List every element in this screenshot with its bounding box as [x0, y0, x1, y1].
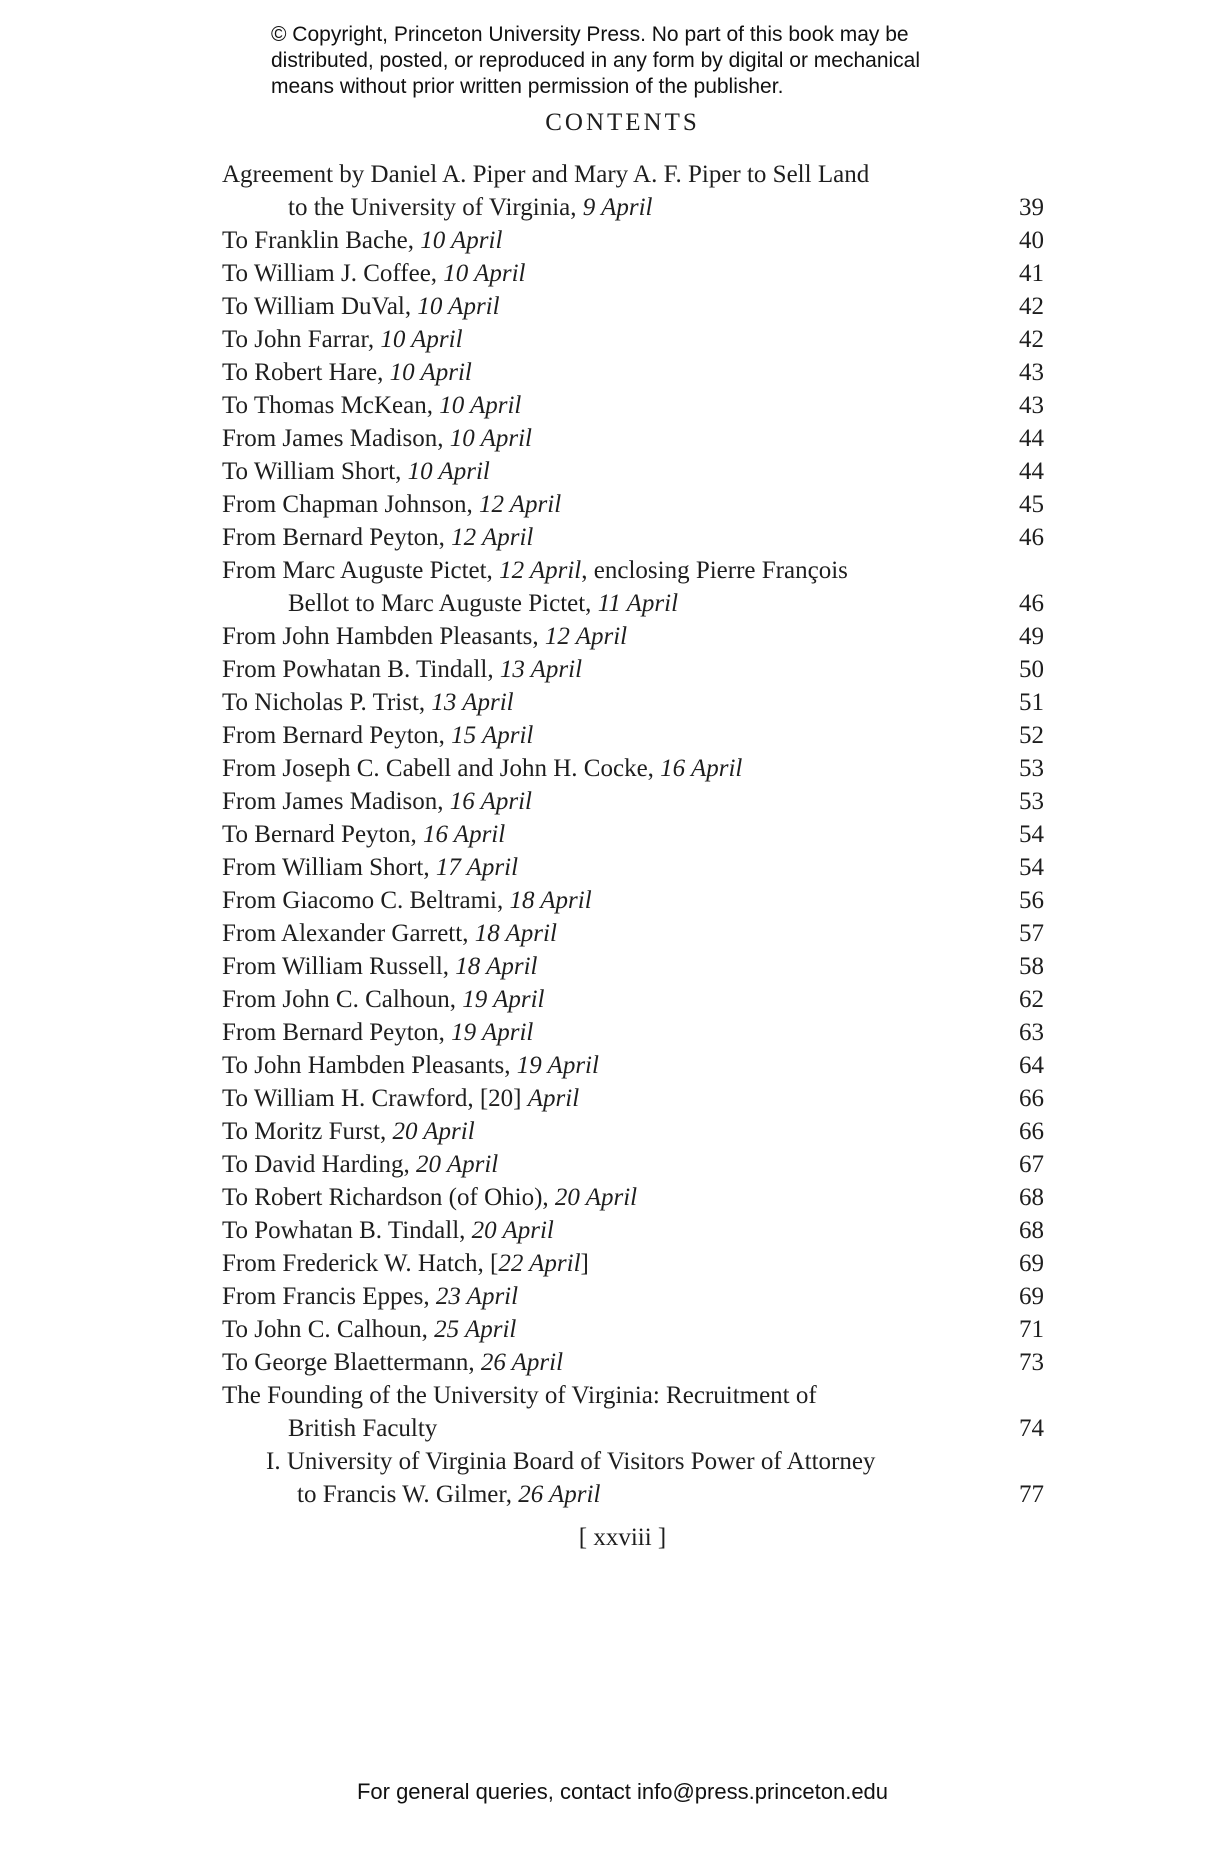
toc-entry — [222, 1214, 1044, 1247]
toc-entry-text: To Franklin Bache, — [222, 227, 421, 254]
toc-entry-line — [222, 158, 1044, 191]
copyright-notice — [271, 22, 1031, 100]
toc-entry — [222, 719, 1044, 752]
toc-entry-date: 18 April — [509, 887, 592, 914]
toc-entry-text: From Francis Eppes, — [222, 1283, 436, 1310]
toc-entry-date: 20 April — [416, 1151, 499, 1178]
toc-page-number: 46 — [1019, 590, 1044, 617]
footer-contact: For general queries, contact info@press.princeton.edu — [356, 1779, 889, 1804]
toc-entry-date: 20 April — [554, 1184, 638, 1211]
toc-page-number: 68 — [1019, 1184, 1044, 1211]
toc-page-number: 68 — [1019, 1217, 1044, 1244]
toc-entry-date: 16 April — [423, 821, 506, 848]
toc-entry-text: I. University of Virginia Board of Visitors Power of Attorney — [266, 1448, 876, 1475]
toc-entry — [222, 356, 1044, 389]
toc-entry — [222, 1049, 1044, 1082]
toc-entry-date: 19 April — [516, 1052, 599, 1079]
toc-entry — [222, 686, 1044, 719]
toc-entry-date: 15 April — [451, 722, 534, 749]
copyright-line: distributed, posted, or reproduced in any form by digital or mechanical — [271, 49, 921, 72]
toc-entry-text: Agreement by Daniel A. Piper and Mary A. F. Piper to Sell Land — [222, 161, 870, 188]
toc-entry-text: From Giacomo C. Beltrami, — [222, 887, 510, 914]
toc-entry — [222, 950, 1044, 983]
toc-page-number: 41 — [1019, 260, 1044, 287]
toc-page-number: 52 — [1019, 722, 1044, 749]
toc-entry-text: From Bernard Peyton, — [222, 524, 452, 551]
toc-entry-date: 12 April — [451, 524, 534, 551]
toc-entry — [222, 1280, 1044, 1313]
toc-entry — [222, 1346, 1044, 1379]
toc-page-number: 74 — [1019, 1415, 1044, 1442]
toc-entry — [222, 884, 1044, 917]
toc-entry-date: 10 April — [439, 392, 522, 419]
toc-page-number: 46 — [1019, 524, 1044, 551]
toc-entry-text: Bellot to Marc Auguste Pictet, — [288, 590, 598, 617]
toc-page-number: 66 — [1019, 1118, 1044, 1145]
page-folio: [ xxviii ] — [578, 1524, 667, 1551]
toc-entry-date: 13 April — [431, 689, 514, 716]
toc-entry — [222, 1181, 1044, 1214]
toc-entry-date: 12 April — [499, 557, 582, 584]
toc-entry-date: 18 April — [455, 953, 538, 980]
toc-entry-date: 20 April — [471, 1217, 554, 1244]
toc-page-number: 64 — [1019, 1052, 1044, 1079]
toc-page-number: 71 — [1019, 1316, 1044, 1343]
toc-entry-text: From James Madison, — [222, 788, 450, 815]
toc-entry-date: 10 April — [407, 458, 490, 485]
toc-entry-text: From Frederick W. Hatch, [ — [222, 1250, 499, 1277]
toc-entry-text: To William DuVal, — [222, 293, 418, 320]
toc-page-number: 40 — [1019, 227, 1044, 254]
toc-entry — [222, 422, 1044, 455]
toc-entry — [222, 1115, 1044, 1148]
toc-entry-date: 26 April — [480, 1349, 564, 1376]
toc-entry-text: From Powhatan B. Tindall, — [222, 656, 500, 683]
toc-page-number: 69 — [1019, 1283, 1044, 1310]
toc-entry — [222, 1247, 1044, 1280]
toc-entry-text: From William Short, — [222, 854, 436, 881]
toc-entry-date: 18 April — [474, 920, 557, 947]
toc-entry-date: 23 April — [435, 1283, 519, 1310]
toc-entry-date: 19 April — [462, 986, 545, 1013]
copyright-line: means without prior written permission of the publisher. — [271, 75, 784, 98]
toc-page-number: 42 — [1019, 326, 1044, 353]
toc-page-number: 53 — [1019, 755, 1044, 782]
copyright-line: © Copyright, Princeton University Press. No part of this book may be — [271, 23, 909, 46]
toc-entry-date: 12 April — [544, 623, 628, 650]
toc-entry-text: ] — [580, 1250, 589, 1277]
toc-entry-text: From John Hambden Pleasants, — [222, 623, 545, 650]
toc-entry-date: 17 April — [435, 854, 519, 881]
toc-entry-date: 22 April — [498, 1250, 581, 1277]
toc-entry — [222, 1016, 1044, 1049]
toc-entry — [222, 1148, 1044, 1181]
toc-entry-date: 10 April — [417, 293, 500, 320]
toc-entry-text: To Powhatan B. Tindall, — [222, 1217, 472, 1244]
toc-entry — [222, 521, 1044, 554]
toc-entry-date: 10 April — [443, 260, 526, 287]
toc-entry-date: 20 April — [392, 1118, 475, 1145]
toc-entry-text: From Bernard Peyton, — [222, 1019, 452, 1046]
toc-entry-date: 11 April — [597, 590, 679, 617]
toc-entry-text: To David Harding, — [222, 1151, 417, 1178]
toc-entry — [222, 983, 1044, 1016]
toc-page-number: 66 — [1019, 1085, 1044, 1112]
toc-entry — [222, 224, 1044, 257]
toc-page-number: 50 — [1019, 656, 1044, 683]
toc-entry-date: 25 April — [434, 1316, 517, 1343]
toc-entry-line — [222, 587, 1044, 620]
toc-entry — [222, 818, 1044, 851]
toc-page-number: 51 — [1019, 689, 1044, 716]
toc-entry — [222, 653, 1044, 686]
toc-entry-text: To John Farrar, — [222, 326, 381, 353]
toc-entry-line — [222, 1412, 1044, 1445]
toc-entry-text: to the University of Virginia, — [288, 194, 583, 221]
toc-entry-text: To Robert Hare, — [222, 359, 390, 386]
toc-entry-text: From Joseph C. Cabell and John H. Cocke, — [222, 755, 661, 782]
toc-entry — [222, 323, 1044, 356]
toc-entry-date: April — [527, 1085, 580, 1112]
toc-page-number: 69 — [1019, 1250, 1044, 1277]
toc-page-number: 54 — [1019, 821, 1044, 848]
toc-entry-line — [222, 554, 1044, 587]
toc-page-number: 62 — [1019, 986, 1044, 1013]
toc-entry-date: 10 April — [420, 227, 503, 254]
toc-entry-date: 13 April — [499, 656, 583, 683]
toc-page-number: 45 — [1019, 491, 1044, 518]
toc-entry — [222, 851, 1044, 884]
toc-entry — [222, 455, 1044, 488]
toc-entry-text: To William J. Coffee, — [222, 260, 444, 287]
toc-page-number: 73 — [1019, 1349, 1044, 1376]
toc-entry-text: The Founding of the University of Virginia: Recruitment of — [222, 1382, 817, 1409]
toc-page-number: 42 — [1019, 293, 1044, 320]
toc-entry — [222, 257, 1044, 290]
toc-entry-date: 12 April — [478, 491, 562, 518]
toc-entry-date: 16 April — [660, 755, 743, 782]
toc-entry-text: To William Short, — [222, 458, 408, 485]
toc-entry-date: 19 April — [451, 1019, 534, 1046]
toc-entry-text: From John C. Calhoun, — [222, 986, 463, 1013]
toc-entry-text: To William H. Crawford, [20] — [222, 1085, 528, 1112]
toc-page-number: 77 — [1019, 1481, 1044, 1508]
toc-page-number: 67 — [1019, 1151, 1044, 1178]
toc-entry — [222, 917, 1044, 950]
toc-entry-text: To Moritz Furst, — [222, 1118, 393, 1145]
toc-entry — [222, 785, 1044, 818]
toc-page-number: 43 — [1019, 392, 1044, 419]
toc-page-number: 44 — [1019, 458, 1044, 485]
toc-entry-text: From Alexander Garrett, — [222, 920, 475, 947]
toc-page-number: 53 — [1019, 788, 1044, 815]
toc-entry-text: to Francis W. Gilmer, — [297, 1481, 519, 1508]
toc-page-number: 56 — [1019, 887, 1044, 914]
toc-entry-text: From Marc Auguste Pictet, — [222, 557, 500, 584]
toc-entry — [222, 620, 1044, 653]
toc-entry — [222, 290, 1044, 323]
toc-entry-text: To Nicholas P. Trist, — [222, 689, 432, 716]
toc-page-number: 39 — [1019, 194, 1044, 221]
toc-entry-text: To John C. Calhoun, — [222, 1316, 435, 1343]
page-heading: CONTENTS — [545, 109, 700, 136]
toc-entry-line — [222, 191, 1044, 224]
toc-entry-date: 9 April — [582, 194, 653, 221]
toc-entry-date: 16 April — [449, 788, 532, 815]
toc-entry-text: To John Hambden Pleasants, — [222, 1052, 517, 1079]
toc-page-number: 57 — [1019, 920, 1044, 947]
toc-entry — [222, 389, 1044, 422]
toc-entry-text: To Thomas McKean, — [222, 392, 440, 419]
toc-entry — [222, 752, 1044, 785]
toc-entry — [222, 1313, 1044, 1346]
toc-entry-date: 26 April — [518, 1481, 601, 1508]
toc-page-number: 44 — [1019, 425, 1044, 452]
toc-page-number: 63 — [1019, 1019, 1044, 1046]
toc-entry-text: From William Russell, — [222, 953, 456, 980]
toc-entry-text: To Robert Richardson (of Ohio), — [222, 1184, 555, 1211]
toc-subentry-line — [222, 1445, 1044, 1478]
toc-page-number: 43 — [1019, 359, 1044, 386]
table-of-contents — [222, 158, 1044, 1511]
toc-entry-text: From James Madison, — [222, 425, 450, 452]
toc-entry-text: British Faculty — [288, 1415, 438, 1442]
toc-entry-text: To Bernard Peyton, — [222, 821, 423, 848]
toc-entry-date: 10 April — [380, 326, 463, 353]
toc-entry — [222, 1082, 1044, 1115]
toc-entry-text: From Chapman Johnson, — [222, 491, 479, 518]
toc-entry-date: 10 April — [449, 425, 532, 452]
toc-page-number: 49 — [1019, 623, 1044, 650]
toc-page-number: 58 — [1019, 953, 1044, 980]
toc-entry — [222, 488, 1044, 521]
toc-entry-text: From Bernard Peyton, — [222, 722, 452, 749]
toc-page-number: 54 — [1019, 854, 1044, 881]
toc-subentry-line — [222, 1478, 1044, 1511]
toc-entry-text: To George Blaettermann, — [222, 1349, 481, 1376]
toc-entry-line — [222, 1379, 1044, 1412]
toc-entry-date: 10 April — [389, 359, 472, 386]
toc-entry-text: , enclosing Pierre François — [581, 557, 848, 584]
